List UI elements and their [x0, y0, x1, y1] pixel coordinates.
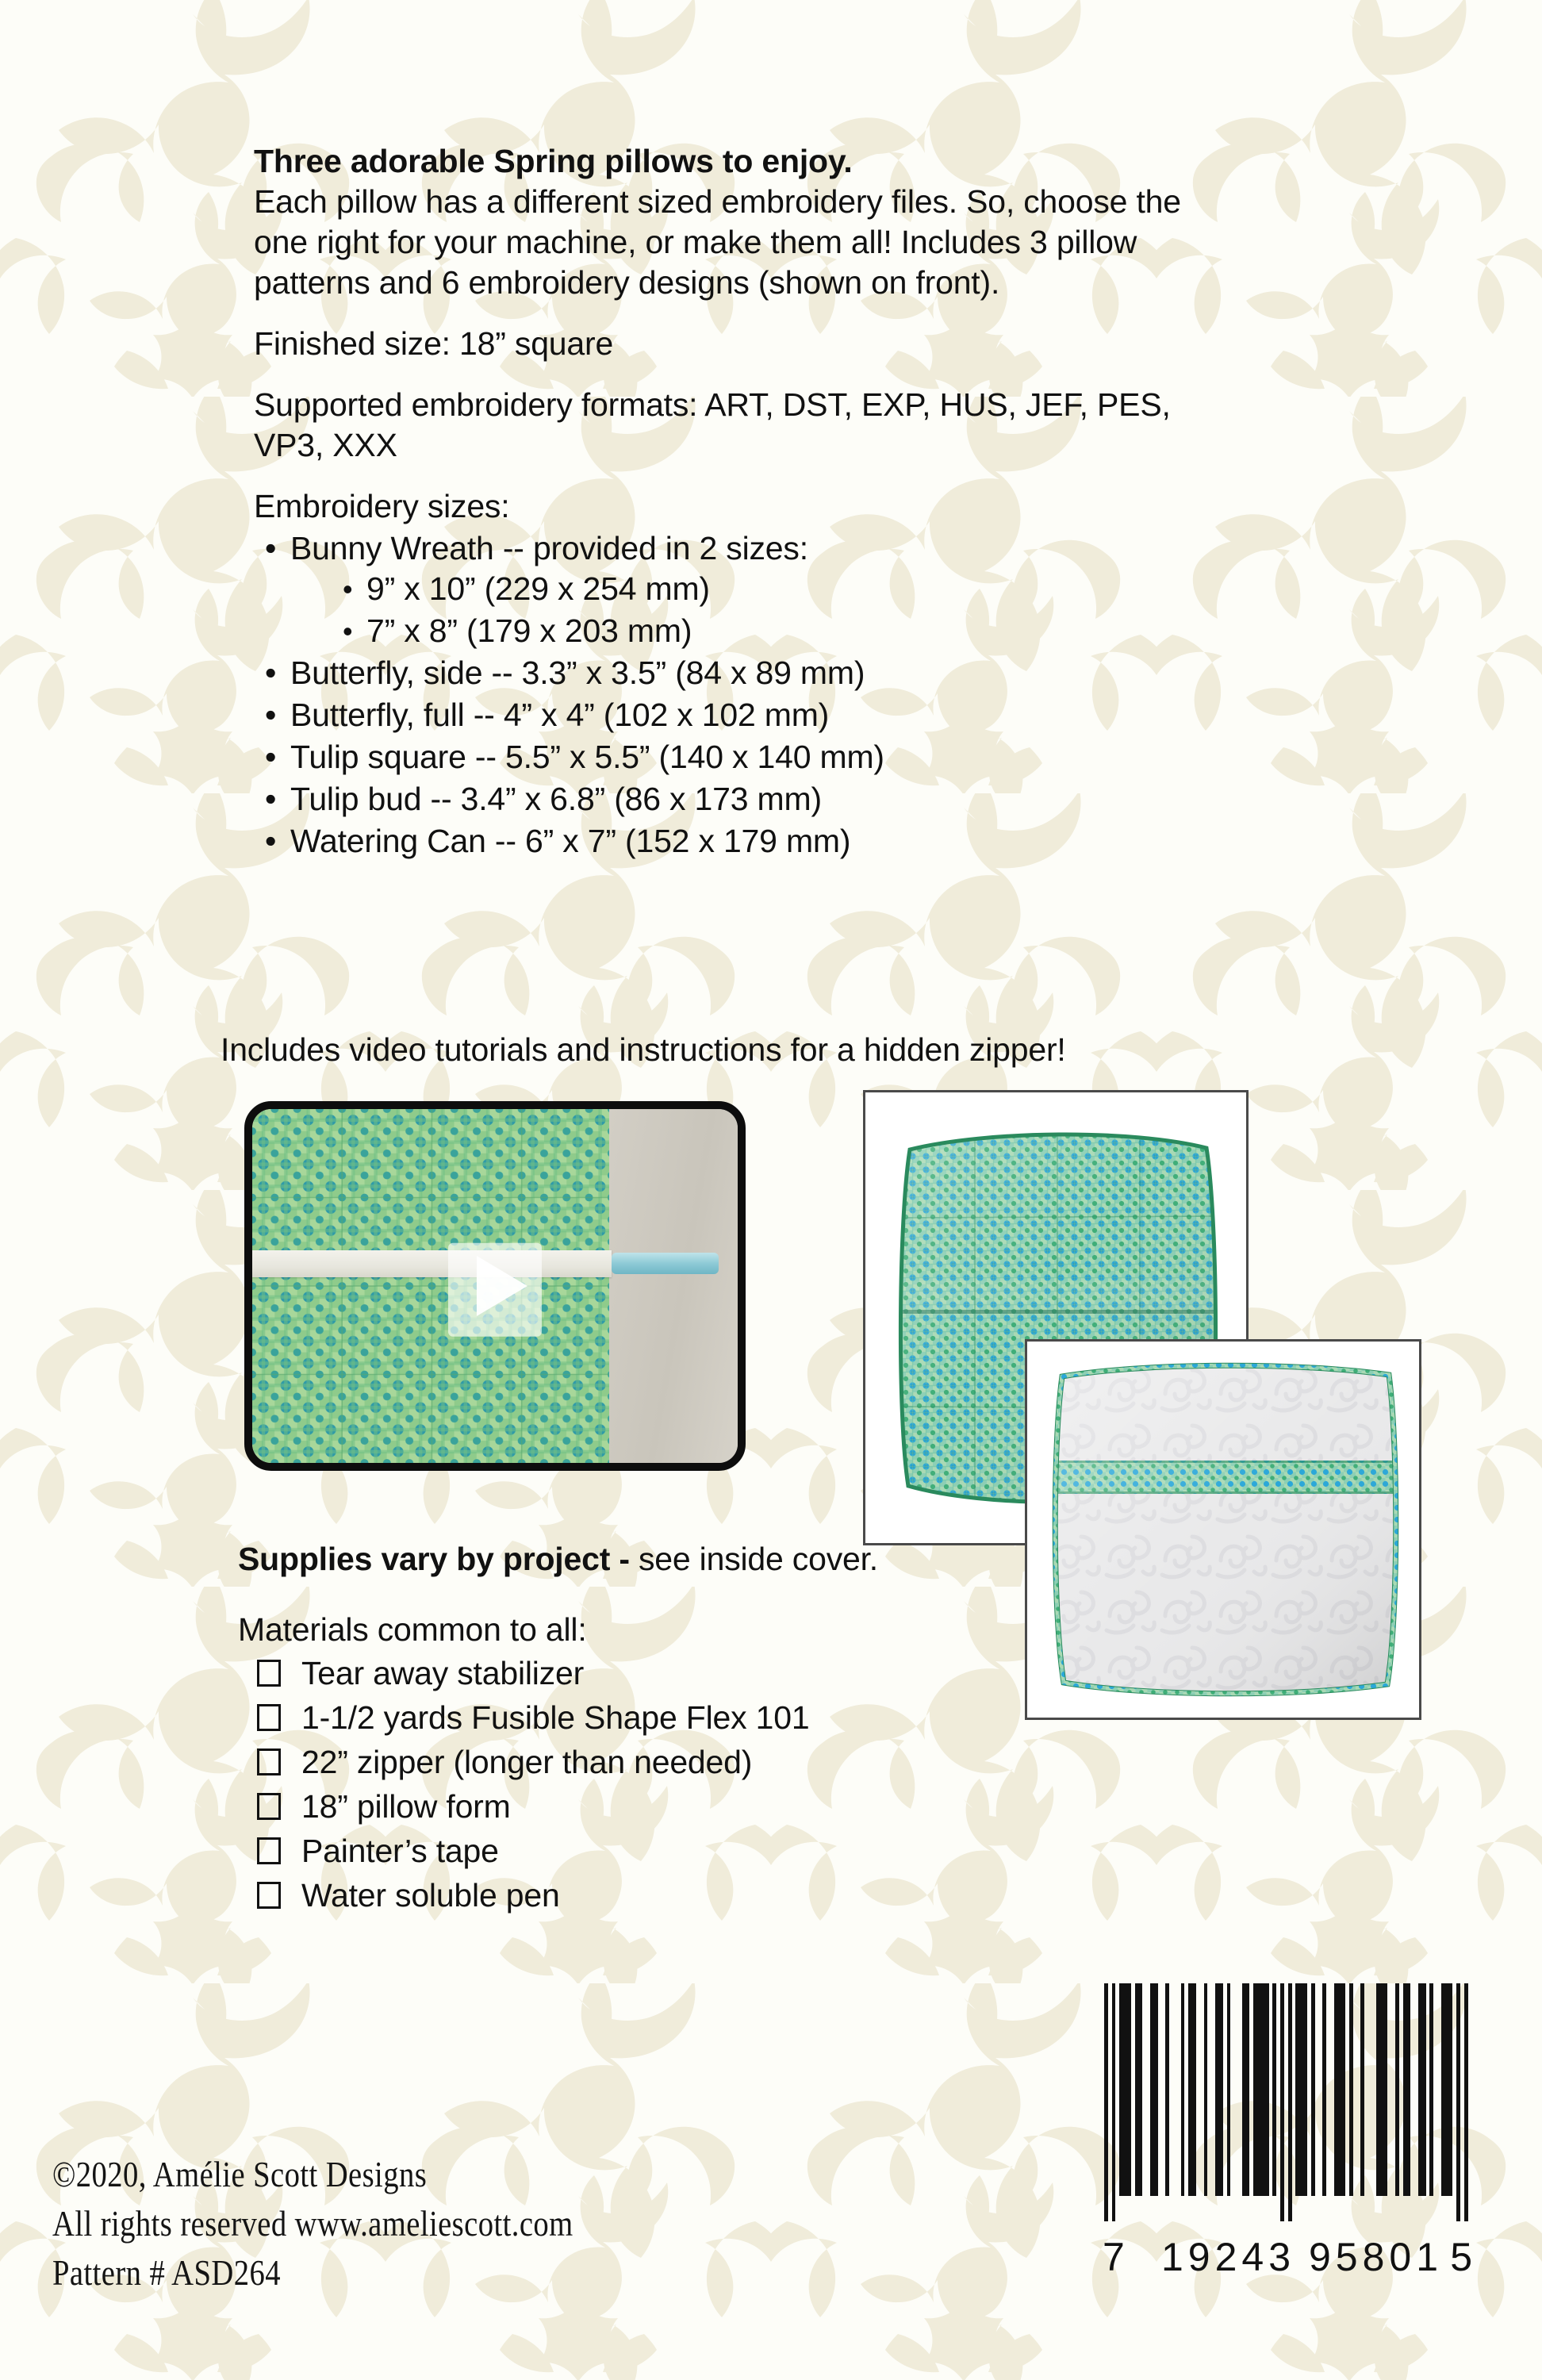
bullet-icon: •	[343, 615, 353, 647]
embroidery-size-item	[254, 653, 1206, 693]
white-pillow	[1046, 1359, 1405, 1700]
barcode-digit-group-2: 95801	[1309, 2235, 1444, 2279]
material-label: 1-1/2 yards Fusible Shape Flex 101	[301, 1699, 810, 1736]
material-item	[238, 1875, 1031, 1915]
rights-and-website-line: All rights reserved www.ameliescott.com	[52, 2203, 573, 2244]
barcode-digit-group-1: 19243	[1161, 2235, 1296, 2279]
intro-body: Each pillow has a different sized embroidery files. So, choose the one right for your machine, or make them all! Includes 3 pillow patterns and 6 embroidery designs (shown on front).	[254, 183, 1181, 301]
checkbox[interactable]	[257, 1704, 281, 1731]
checkbox[interactable]	[257, 1837, 281, 1864]
material-label: 22” zipper (longer than needed)	[301, 1744, 753, 1780]
embroidery-size-sublist	[290, 569, 1206, 651]
embroidery-size-label: Tulip bud -- 3.4” x 6.8” (86 x 173 mm)	[290, 781, 822, 817]
embroidery-size-label: Tulip square -- 5.5” x 5.5” (140 x 140 mm)	[290, 739, 884, 775]
material-item	[238, 1787, 1031, 1826]
play-icon[interactable]	[477, 1256, 527, 1316]
table-surface	[609, 1109, 738, 1463]
material-label: 18” pillow form	[301, 1788, 511, 1825]
embroidery-size-label: Watering Can -- 6” x 7” (152 x 179 mm)	[290, 823, 851, 859]
pattern-number-line: Pattern # ASD264	[52, 2252, 281, 2293]
zipper-band	[252, 1250, 612, 1277]
checkbox[interactable]	[257, 1660, 281, 1687]
barcode	[1103, 1983, 1472, 2285]
barcode-bar	[1464, 1983, 1468, 2221]
bullet-icon: •	[265, 654, 277, 691]
bullet-icon: •	[343, 573, 353, 605]
video-tagline: Includes video tutorials and instructions for a hidden zipper!	[221, 1031, 1066, 1068]
checkbox[interactable]	[257, 1749, 281, 1775]
barcode-digit-leading: 7	[1103, 2235, 1125, 2279]
embroidery-size-label: Butterfly, full -- 4” x 4” (102 x 102 mm)	[290, 697, 830, 733]
video-tutorial-thumbnail[interactable]	[244, 1101, 746, 1471]
barcode-bars	[1104, 1983, 1469, 2237]
embroidery-sizes-heading: Embroidery sizes:	[254, 488, 510, 524]
checkbox[interactable]	[257, 1882, 281, 1909]
bullet-icon: •	[265, 530, 277, 566]
bullet-icon: •	[265, 739, 277, 775]
finished-size: Finished size: 18” square	[254, 325, 614, 362]
copyright-line: ©2020, Amélie Scott Designs	[52, 2154, 428, 2194]
embroidery-size-subitem	[333, 611, 1206, 651]
intro-copy-block	[254, 141, 1206, 863]
materials-checklist	[238, 1653, 1031, 1915]
material-item	[238, 1831, 1031, 1871]
supplies-heading-rest: see inside cover.	[638, 1541, 878, 1577]
material-item	[238, 1742, 1031, 1782]
zipper-pull	[612, 1253, 719, 1274]
material-item	[238, 1698, 1031, 1737]
supplies-heading	[238, 1539, 1031, 1580]
material-label: Water soluble pen	[301, 1877, 560, 1914]
material-label: Tear away stabilizer	[301, 1655, 585, 1691]
materials-heading: Materials common to all:	[238, 1611, 587, 1648]
embroidery-size-item	[254, 695, 1206, 735]
embroidery-size-item	[254, 821, 1206, 862]
material-label: Painter’s tape	[301, 1833, 499, 1869]
embroidery-size-subitem	[333, 569, 1206, 609]
green-fabric-swatch	[252, 1109, 612, 1463]
embroidery-size-sublabel: 9” x 10” (229 x 254 mm)	[366, 570, 710, 607]
supplies-heading-bold: Supplies vary by project -	[238, 1541, 639, 1577]
footer	[52, 2150, 719, 2297]
material-item	[238, 1653, 1031, 1693]
barcode-digit-trailing: 5	[1450, 2235, 1472, 2279]
white-pillow-photo	[1025, 1339, 1421, 1720]
bullet-icon: •	[265, 781, 277, 817]
bullet-icon: •	[265, 823, 277, 859]
headline: Three adorable Spring pillows to enjoy.	[254, 143, 853, 179]
supported-formats: Supported embroidery formats: ART, DST, EXP, HUS, JEF, PES, VP3, XXX	[254, 386, 1171, 463]
embroidery-size-sublabel: 7” x 8” (179 x 203 mm)	[366, 612, 692, 649]
embroidery-size-item	[254, 779, 1206, 820]
embroidery-size-item	[254, 528, 1206, 651]
barcode-digits	[1103, 2235, 1472, 2280]
checkbox[interactable]	[257, 1793, 281, 1820]
embroidery-size-label: Bunny Wreath -- provided in 2 sizes:	[290, 530, 808, 566]
embroidery-size-item	[254, 737, 1206, 777]
embroidery-size-label: Butterfly, side -- 3.3” x 3.5” (84 x 89 mm)	[290, 654, 865, 691]
embroidery-sizes-list	[254, 528, 1206, 862]
bullet-icon: •	[265, 697, 277, 733]
supplies-section	[238, 1539, 1031, 1920]
